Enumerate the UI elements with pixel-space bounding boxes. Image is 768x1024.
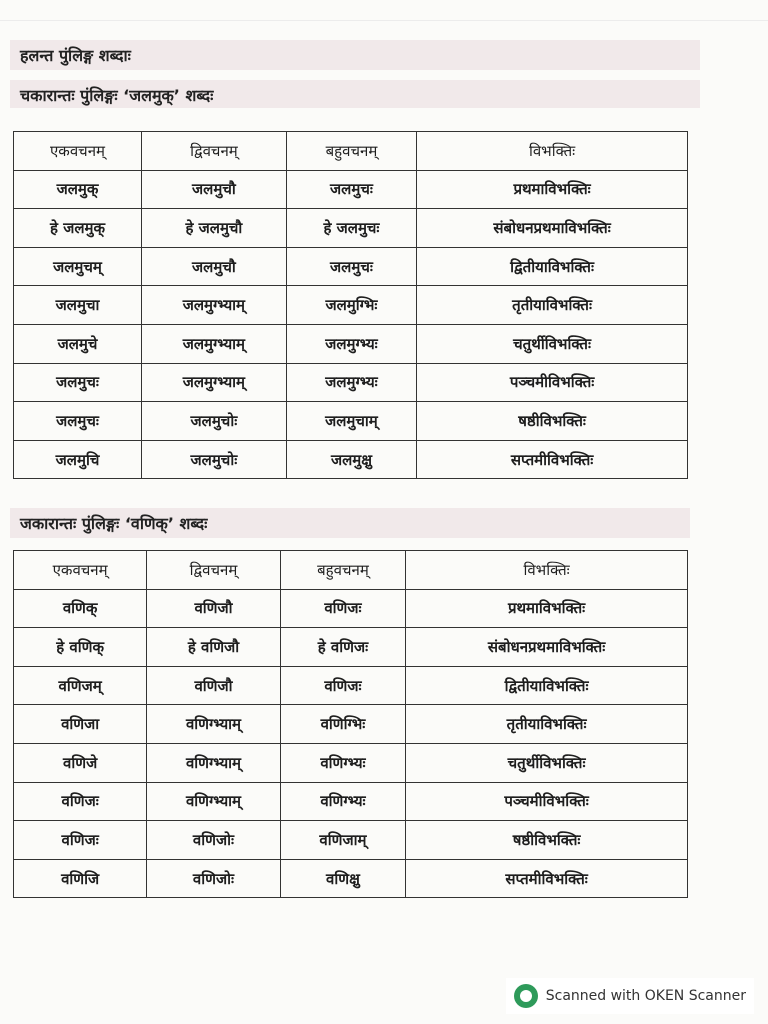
- table-cell: जलमुग्भ्याम्: [142, 363, 287, 402]
- table-cell: जलमुग्भ्याम्: [142, 324, 287, 363]
- table-row: [14, 782, 688, 821]
- table-row: [14, 628, 688, 667]
- table-cell: सप्तमीविभक्तिः: [406, 859, 688, 898]
- table-row: [14, 402, 688, 441]
- table-cell: जलमुग्भ्यः: [286, 324, 416, 363]
- table-header-row: [14, 551, 688, 590]
- main-heading: हलन्त पुंलिङ्ग शब्दाः: [10, 40, 700, 70]
- table-row: [14, 705, 688, 744]
- table-cell: हे वणिजः: [280, 628, 405, 667]
- table-row: [14, 859, 688, 898]
- table-cell: षष्ठीविभक्तिः: [417, 402, 688, 441]
- scanner-logo-icon: [514, 984, 538, 1008]
- table-cell: पञ्चमीविभक्तिः: [406, 782, 688, 821]
- table-cell: हे वणिजौ: [147, 628, 281, 667]
- table-cell: वणिजा: [14, 705, 147, 744]
- table-cell: संबोधनप्रथमाविभक्तिः: [406, 628, 688, 667]
- page-edge-line: [0, 20, 768, 21]
- table-cell: वणिजौ: [147, 589, 281, 628]
- table-cell: हे जलमुक्: [14, 209, 142, 248]
- table-cell: वणिग्भ्यः: [280, 743, 405, 782]
- table-row: [14, 666, 688, 705]
- table-cell: जलमुक्: [14, 170, 142, 209]
- table-cell: जलमुक्षु: [286, 440, 416, 479]
- table-cell: वणिजः: [14, 821, 147, 860]
- table-cell: जलमुचा: [14, 286, 142, 325]
- column-header: एकवचनम्: [14, 551, 147, 590]
- table-cell: वणिक्षु: [280, 859, 405, 898]
- table-cell: जलमुचौ: [142, 170, 287, 209]
- scanner-watermark: [506, 978, 754, 1014]
- table-row: [14, 209, 688, 248]
- declension-table-jalamuk: [13, 131, 688, 479]
- column-header: एकवचनम्: [14, 132, 142, 171]
- table-cell: हे जलमुचौ: [142, 209, 287, 248]
- table-row: [14, 324, 688, 363]
- table-cell: षष्ठीविभक्तिः: [406, 821, 688, 860]
- table-cell: संबोधनप्रथमाविभक्तिः: [417, 209, 688, 248]
- table-cell: पञ्चमीविभक्तिः: [417, 363, 688, 402]
- table-cell: जलमुचः: [14, 363, 142, 402]
- table-row: [14, 821, 688, 860]
- table-cell: वणिग्भिः: [280, 705, 405, 744]
- table-row: [14, 363, 688, 402]
- table-cell: जलमुग्भ्यः: [286, 363, 416, 402]
- table-cell: वणिजः: [280, 589, 405, 628]
- table-cell: वणिजोः: [147, 821, 281, 860]
- table-cell: तृतीयाविभक्तिः: [417, 286, 688, 325]
- table-row: [14, 743, 688, 782]
- column-header: विभक्तिः: [417, 132, 688, 171]
- table-cell: वणिक्: [14, 589, 147, 628]
- table-cell: द्वितीयाविभक्तिः: [417, 247, 688, 286]
- table-row: [14, 170, 688, 209]
- table-cell: हे वणिक्: [14, 628, 147, 667]
- table-cell: जलमुचम्: [14, 247, 142, 286]
- table-cell: तृतीयाविभक्तिः: [406, 705, 688, 744]
- table-cell: वणिजोः: [147, 859, 281, 898]
- column-header: द्विवचनम्: [147, 551, 281, 590]
- table-cell: प्रथमाविभक्तिः: [406, 589, 688, 628]
- table-cell: जलमुचे: [14, 324, 142, 363]
- table-cell: सप्तमीविभक्तिः: [417, 440, 688, 479]
- table-cell: जलमुचौ: [142, 247, 287, 286]
- table-cell: वणिग्भ्याम्: [147, 705, 281, 744]
- section-heading-vanik: जकारान्तः पुंलिङ्गः ‘वणिक्’ शब्दः: [10, 508, 690, 538]
- table-header-row: [14, 132, 688, 171]
- table-cell: जलमुग्भिः: [286, 286, 416, 325]
- table-cell: जलमुचः: [286, 170, 416, 209]
- table-row: [14, 286, 688, 325]
- table-cell: जलमुचोः: [142, 402, 287, 441]
- table-cell: जलमुचि: [14, 440, 142, 479]
- column-header: बहुवचनम्: [286, 132, 416, 171]
- table-cell: वणिजम्: [14, 666, 147, 705]
- table-cell: चतुर्थीविभक्तिः: [406, 743, 688, 782]
- table-cell: जलमुग्भ्याम्: [142, 286, 287, 325]
- table-row: [14, 589, 688, 628]
- table-cell: जलमुचः: [286, 247, 416, 286]
- column-header: विभक्तिः: [406, 551, 688, 590]
- table-cell: जलमुचाम्: [286, 402, 416, 441]
- column-header: बहुवचनम्: [280, 551, 405, 590]
- table-row: [14, 440, 688, 479]
- column-header: द्विवचनम्: [142, 132, 287, 171]
- table-cell: वणिजाम्: [280, 821, 405, 860]
- section-heading-jalamuk: चकारान्तः पुंलिङ्गः ‘जलमुक्’ शब्दः: [10, 80, 700, 108]
- table-cell: जलमुचः: [14, 402, 142, 441]
- scanner-watermark-text: Scanned with OKEN Scanner: [545, 988, 746, 1004]
- table-cell: द्वितीयाविभक्तिः: [406, 666, 688, 705]
- table-cell: चतुर्थीविभक्तिः: [417, 324, 688, 363]
- table-cell: जलमुचोः: [142, 440, 287, 479]
- table-cell: हे जलमुचः: [286, 209, 416, 248]
- table-cell: वणिग्भ्याम्: [147, 743, 281, 782]
- table-cell: वणिजे: [14, 743, 147, 782]
- declension-table-vanik: [13, 550, 688, 898]
- table-cell: वणिजौ: [147, 666, 281, 705]
- table-cell: प्रथमाविभक्तिः: [417, 170, 688, 209]
- table-cell: वणिजः: [14, 782, 147, 821]
- table-cell: वणिग्भ्याम्: [147, 782, 281, 821]
- table-cell: वणिजः: [280, 666, 405, 705]
- table-row: [14, 247, 688, 286]
- table-cell: वणिजि: [14, 859, 147, 898]
- table-cell: वणिग्भ्यः: [280, 782, 405, 821]
